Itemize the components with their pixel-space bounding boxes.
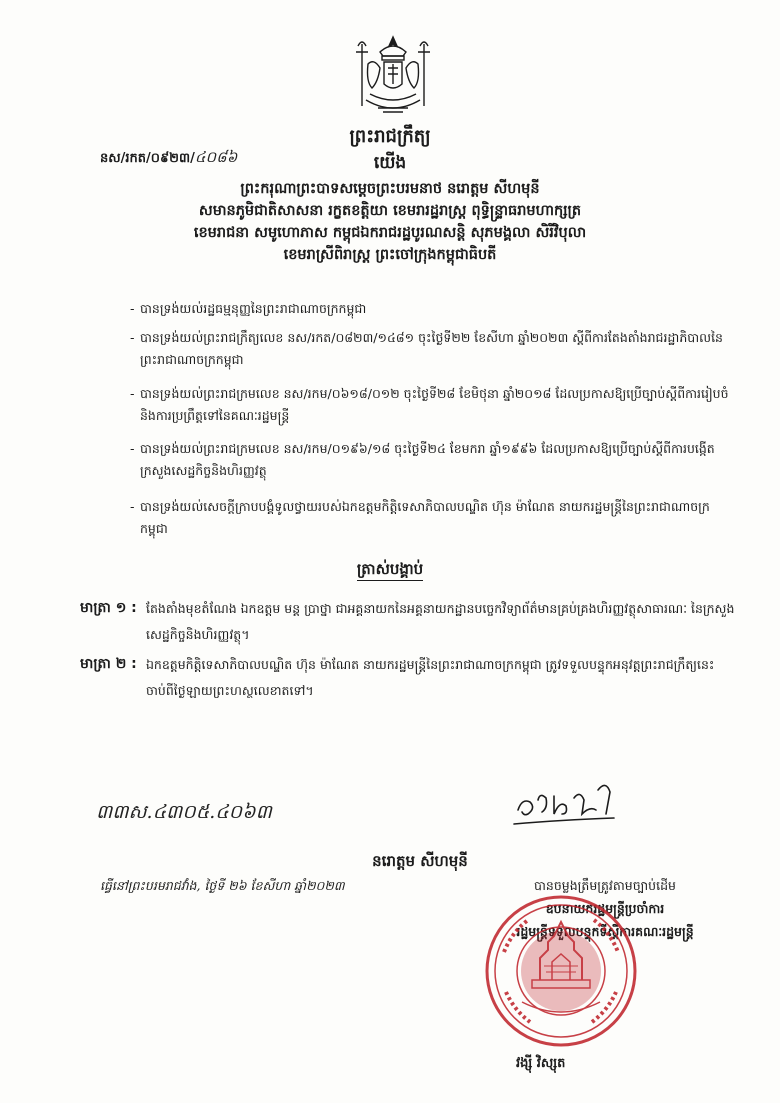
certification-line: បានចម្លងត្រឹមត្រូវតាមច្បាប់ដើម <box>534 878 676 893</box>
preamble-text: បានទ្រង់យល់សេចក្ដីក្រាបបង្គំទូលថ្វាយរបស់ឯកឧត្តមកិត្តិទេសាភិបាលបណ្ឌិត ហ៊ុន ម៉ាណែត នាយករដ្ឋមន្ត្រីនៃព្រះរាជាណាចក្រកម្ពុជា <box>140 499 710 536</box>
certification-line: ឧបនាយករដ្ឋមន្ត្រីប្រចាំការ <box>545 901 665 916</box>
certification-line: រដ្ឋមន្ត្រីទទួលបន្ទុកទីស្ដីការគណៈរដ្ឋមន្ត្រី <box>516 924 694 939</box>
article-1-label: មាត្រា ១ : <box>80 600 137 616</box>
preamble-item: - បានទ្រង់យល់រដ្ឋធម្មនុញ្ញនៃព្រះរាជាណាចក្រកម្ពុជា <box>130 301 367 316</box>
document-title: ព្រះរាជក្រឹត្យ <box>349 126 431 147</box>
we-heading: យើង <box>373 153 407 173</box>
preamble-text: បានទ្រង់យល់ព្រះរាជក្រឹត្យលេខ នស/រកត/០៨២៣/១៤៨១ ចុះថ្ងៃទី២២ ខែសីហា ឆ្នាំ២០២៣ ស្ដីពីការតែងតាំងរាជរដ្ឋាភិបាលនៃព្រះរាជាណាចក្រកម្ពុជា <box>140 330 723 367</box>
preamble-text: បានទ្រង់យល់ព្រះរាជក្រមលេខ នស/រកម/០៦១៨/០១២ ចុះថ្ងៃទី២៨ ខែមិថុនា ឆ្នាំ២០១៨ ដែលប្រកាសឱ្យប្រើច្បាប់ស្ដីពីការរៀបចំនិងការប្រព្រឹត្តទៅនៃគណៈរដ្ឋមន្ត្រី <box>140 386 729 423</box>
cabinet-seal-icon <box>482 892 640 1050</box>
royal-title-line: ព្រះករុណាព្រះបាទសម្ដេចព្រះបរមនាថ នរោត្តម សីហមុនី <box>240 181 540 197</box>
ordered-heading <box>0 560 780 582</box>
certifier-name: វង្ស៊ី វិស្សុត <box>516 1056 566 1071</box>
preamble-item: - បានទ្រង់យល់ព្រះរាជក្រមលេខ នស/រកម/០១៩៦/១៨ ចុះថ្ងៃទី២៤ ខែមករា ឆ្នាំ១៩៩៦ ដែលប្រកាសឱ្យប្រើច្បាប់ស្ដីពីការបង្កើតក្រសួងសេដ្ឋកិច្ចនិងហិរញ្ញវត្ថុ <box>130 441 715 478</box>
preamble-text: បានទ្រង់យល់រដ្ឋធម្មនុញ្ញនៃព្រះរាជាណាចក្រកម្ពុជា <box>140 301 367 316</box>
date-place-line: ធ្វើនៅព្រះបរមរាជវាំង, ថ្ងៃទី ២៦ ខែសីហា ឆ្នាំ២០២៣ <box>100 878 345 893</box>
royal-title-line: ខេមរាស្រីពិរាស្ត្រ ព្រះចៅក្រុងកម្ពុជាធិបតី <box>283 247 497 263</box>
article-1-text: តែងតាំងមុខតំណែង ឯកឧត្តម មន្ត ប្រាថ្នា ជាអគ្គនាយកនៃអគ្គនាយកដ្ឋានបច្ចេកវិទ្យាព័ត៌មានគ្រប់គ្រងហិរញ្ញវត្ថុសាធារណៈ នៃក្រសួងសេដ្ឋកិច្ចនិងហិរញ្ញវត្ថុ។ <box>146 601 735 642</box>
preamble-item: - បានទ្រង់យល់ព្រះរាជក្រឹត្យលេខ នស/រកត/០៨២៣/១៤៨១ ចុះថ្ងៃទី២២ ខែសីហា ឆ្នាំ២០២៣ ស្ដីពីការតែងតាំងរាជរដ្ឋាភិបាលនៃព្រះរាជាណាចក្រកម្ពុជា <box>130 330 723 367</box>
reference-printed: នស/រកត/០៩២៣/ <box>100 151 195 166</box>
ordered-heading-text: ត្រាស់បង្គាប់ <box>357 560 423 581</box>
royal-coat-of-arms-icon <box>348 34 438 120</box>
preamble-text: បានទ្រង់យល់ព្រះរាជក្រមលេខ នស/រកម/០១៩៦/១៨ ចុះថ្ងៃទី២៤ ខែមករា ឆ្នាំ១៩៩៦ ដែលប្រកាសឱ្យប្រើច្បាប់ស្ដីពីការបង្កើតក្រសួងសេដ្ឋកិច្ចនិងហិរញ្ញវត្ថុ <box>140 441 715 478</box>
royal-signature <box>510 770 620 830</box>
king-name: នរោត្តម សីហមុនី <box>372 852 468 870</box>
preamble-item: - បានទ្រង់យល់សេចក្ដីក្រាបបង្គំទូលថ្វាយរបស់ឯកឧត្តមកិត្តិទេសាភិបាលបណ្ឌិត ហ៊ុន ម៉ាណែត នាយករដ្ឋមន្ត្រីនៃព្រះរាជាណាចក្រកម្ពុជា <box>130 499 710 536</box>
article-2-label: មាត្រា ២ : <box>80 656 137 672</box>
royal-title-line: ខេមរាជនា សមូហោភាស កម្ពុជឯករាជរដ្ឋបូរណសន្តិ សុភមង្គលា សិរីវិបុលា <box>193 225 587 241</box>
reference-handwritten: ៤០៨៦ <box>194 148 238 166</box>
royal-title-line: សមានភូមិជាតិសាសនា រក្ខតខត្តិយា ខេមរារដ្ឋរាស្ត្រ ពុទ្ធិន្ទ្រាធរាមហាក្សត្រ <box>198 203 582 219</box>
article-2-text: ឯកឧត្តមកិត្តិទេសាភិបាលបណ្ឌិត ហ៊ុន ម៉ាណែត នាយករដ្ឋមន្ត្រីនៃព្រះរាជាណាចក្រកម្ពុជា ត្រូវទទួលបន្ទុកអនុវត្តព្រះរាជក្រឹត្យនេះ ចាប់ពីថ្ងៃឡាយព្រះហស្ថលេខាតទៅ។ <box>146 657 715 698</box>
handwritten-registration-note: ៣៣ស.៤៣០៥.៤០៦៣ <box>96 801 272 823</box>
preamble-item: - បានទ្រង់យល់ព្រះរាជក្រមលេខ នស/រកម/០៦១៨/០១២ ចុះថ្ងៃទី២៨ ខែមិថុនា ឆ្នាំ២០១៨ ដែលប្រកាសឱ្យប្រើច្បាប់ស្ដីពីការរៀបចំនិងការប្រព្រឹត្តទៅនៃគណៈរដ្ឋមន្ត្រី <box>130 386 729 423</box>
